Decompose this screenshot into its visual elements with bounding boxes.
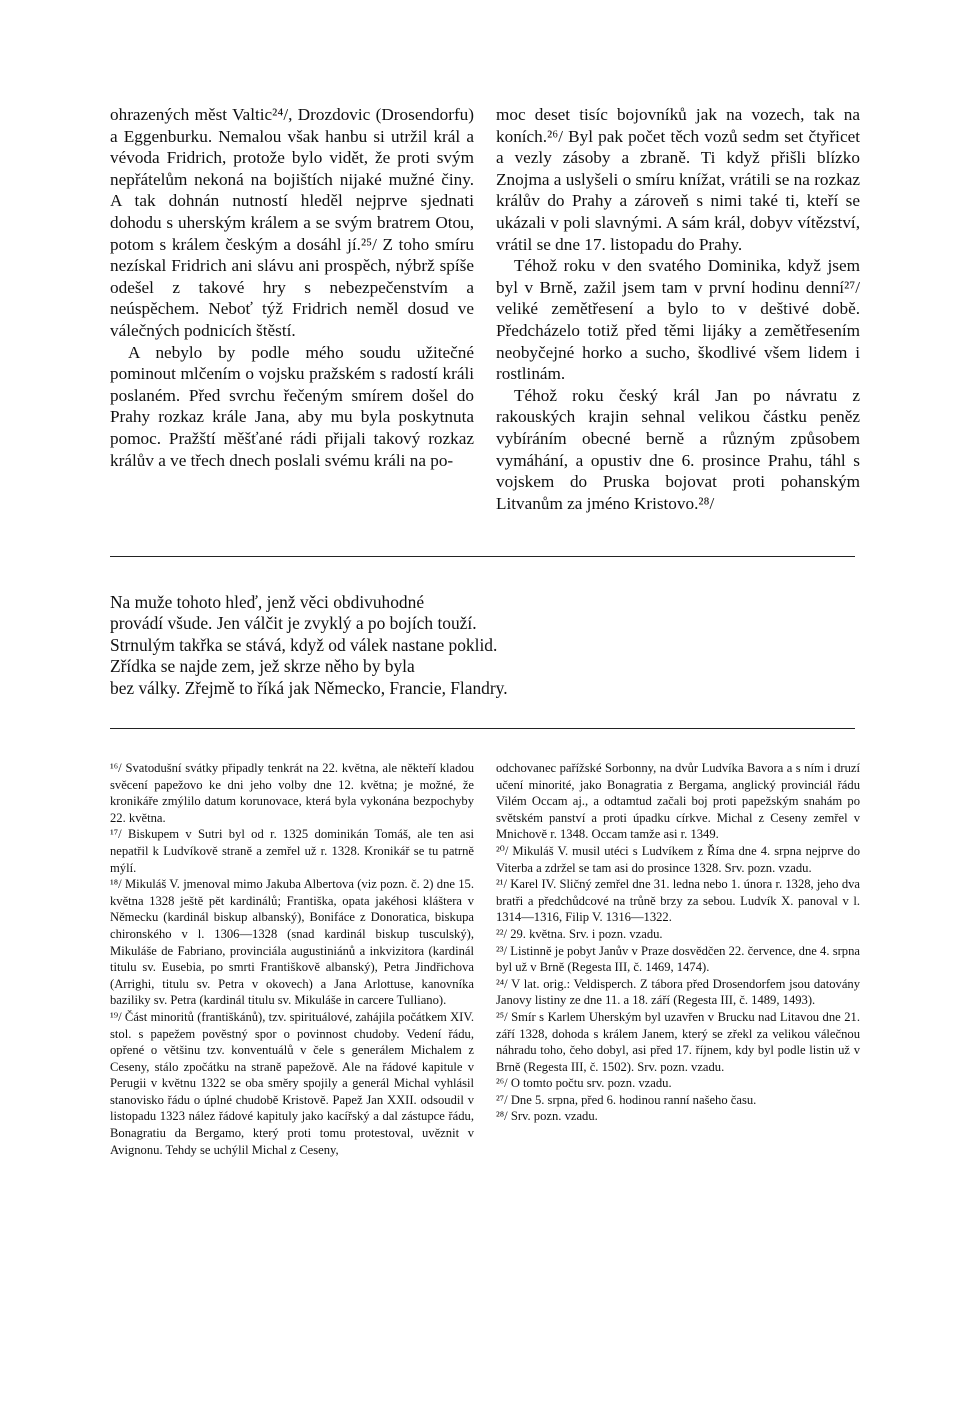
footnote: ²¹/ Karel IV. Sličný zemřel dne 31. ledna nebo 1. února r. 1328, jeho dva bratři a předchůdcové na trůně brzy za sebou. Ludvík X. panoval v l. 1314—1316, Filip V. 1316—1322. xyxy=(496,877,860,925)
verse-line: provádí všude. Jen válčit je zvyklý a po bojích touží. xyxy=(110,613,477,634)
footnote: ²⁰/ Mikuláš V. musil utéci s Ludvíkem z Říma dne 4. srpna nejprve do Viterba a zdržel se tam asi do prosince 1328. Srv. pozn. vzadu. xyxy=(496,843,860,875)
footnote: ¹⁸/ Mikuláš V. jmenoval mimo Jakuba Albertova (viz pozn. č. 2) dne 15. května 1328 ještě pět kardinálů; Františka, opata jakéhosi kláštera v Německu (kardinál biskup albanský), Bonifáce z Donoratica, biskupa chironského v l. 1306—1328 (snad kardinál biskup tusculský), Mikuláše de Fabriano, provinciála augustiniánů a inkvizitora (kardinál titulu sv. Eusebia, po smrti Františkově albanský), Petra Jindřichova (Arrighi, titulu sv. Petra v okovech) a Jana Arlottuse, kanovníka baziliky sv. Petra (kardinál titulu sv. Mikuláše in carcere Tulliano). xyxy=(110,877,474,1008)
footnotes-column-left xyxy=(110,760,474,1158)
paragraph: A nebylo by podle mého soudu užitečné pominout mlčením o vojsku pražském s radostí králi poslaném. Před svrchu řečeným smírem došel do Prahy rozkaz krále Jana, aby mu byla poskytnuta pomoc. Pražští měšťané rádi přijali takový rozkaz králův a ve třech dnech poslali svému králi na po- xyxy=(110,342,474,470)
footnote: ²³/ Listinně je pobyt Janův v Praze dosvědčen 22. července, dne 4. srpna byl už v Brně (Regesta III, č. 1469, 1474). xyxy=(496,943,860,975)
footnote: ²⁴/ V lat. orig.: Veldisperch. Z tábora před Drosendorfem jsou datovány Janovy listiny ze dne 11. a 18. září (Regesta III, č. 1489, 1493). xyxy=(496,976,860,1008)
footnote: ¹⁶/ Svatodušní svátky připadly tenkrát na 22. května, ale někteří kladou svěcení papežovo ke dni jeho volby dne 12. května; je možné, že kronikáře zmýlilo datum korunovace, která byla vykonána bezpochyby 22. května. xyxy=(110,761,474,825)
paragraph: moc deset tisíc bojovníků jak na vozech, tak na koních.²⁶/ Byl pak počet těch vozů sedm set čtyřicet a vezly zásoby a zbraně. Ti když přišli blízko Znojma a uslyšeli o smíru knížat, vrátili se na rozkaz králův do Prahy a zároveň s nimi také ti, kteří se ukázali v poli slavnými. A sám král, dobyv vítězství, vrátil se dne 17. listopadu do Prahy. xyxy=(496,105,860,254)
verse-line: Na muže tohoto hleď, jenž věci obdivuhodné xyxy=(110,592,425,612)
footnote: ²⁵/ Smír s Karlem Uherským byl uzavřen v Brucku nad Litavou dne 21. září 1328, dohoda s králem Janem, který se zřekl za velikou válečnou náhradu toho, čeho dobyl, asi před 17. říjnem, kdy byl podle listin už v Brně (Regesta III, č. 1502). Srv. pozn. vzadu. xyxy=(496,1009,860,1074)
paragraph: Téhož roku v den svatého Dominika, když jsem byl v Brně, zažil jsem tam v první hodinu denní²⁷/ veliké zemětřesení a bylo to v deštivé době. Předcházelo totiž před těmi lijáky a zemětřesením neobyčejné horko a sucho, škodlivé všem lidem i rostlinám. xyxy=(496,256,860,384)
verse-line: Zřídka se najde zem, jež skrze něho by byla xyxy=(110,656,415,677)
main-column-right xyxy=(496,104,860,514)
divider-rule xyxy=(110,728,855,729)
footnotes-column-right xyxy=(496,760,860,1158)
footnote: ¹⁷/ Biskupem v Sutri byl od r. 1325 dominikán Tomáš, ale ten asi nepatřil k Ludvíkově straně a zemřel už r. 1328. Kronikář se tu patrně mýlí. xyxy=(110,827,474,875)
main-column-left xyxy=(110,104,474,514)
divider-rule xyxy=(110,556,855,557)
verse-line: bez války. Zřejmě to říká jak Německo, Francie, Flandry. xyxy=(110,677,508,698)
paragraph: Téhož roku český král Jan po návratu z rakouských krajin sehnal velikou částku peněz vybíráním obecné berně a různým způsobem vymáhání, a opustiv dne 6. prosince Prahu, táhl s vojskem do Pruska bojovat proti pohanským Litvanům za jméno Kristovo.²⁸/ xyxy=(496,385,860,513)
footnote: ²⁷/ Dne 5. srpna, před 6. hodinou ranní našeho času. xyxy=(496,1092,757,1107)
verse-block xyxy=(110,592,810,699)
footnote: ²⁶/ O tomto počtu srv. pozn. vzadu. xyxy=(496,1076,672,1091)
main-text xyxy=(110,104,860,514)
verse-line: Strnulým takřka se stává, když od válek nastane poklid. xyxy=(110,634,498,655)
footnote: odchovanec pařížské Sorbonny, na dvůr Ludvíka Bavora a s ním i druzí učení minorité, jako Bonagratia z Bergama, anglický provinciál řádu Vilém Occam aj., a odtamtud začali boj proti papežským snahám po světském panství a proti úpadku církve. Michal z Ceseny zemřel v Mnichově r. 1348. Occam tamže asi r. 1349. xyxy=(496,761,860,842)
footnote: ²⁸/ Srv. pozn. vzadu. xyxy=(496,1109,598,1124)
paragraph: ohrazených měst Valtic²⁴/, Drozdovic (Drosendorfu) a Eggenburku. Nemalou však hanbu si utržil král a vévoda Fridrich, protože bylo vidět, že proti svým nepřátelům nekoná na bojištích nijaké mužné činy. A tak dohnán nutností hleděl nejprve sjednati dohodu s uherským králem a se svým bratrem Otou, potom s králem českým a dosáhl jí.²⁵/ Z toho smíru nezískal Fridrich ani slávu ani prospěch, nýbrž spíše odešel z takové hry s nebezpečenstvím a neúspěchem. Neboť týž Fridrich neměl dosud ve válečných podnicích štěstí. xyxy=(110,105,474,340)
footnote: ¹⁹/ Část minoritů (františkánů), tzv. spirituálové, zahájila počátkem XIV. stol. s papežem povĕstný spor o povinnost chudoby. Vedení řádu, opřené o většinu tzv. konventuálů v čele s generálem Michalem z Ceseny, stálo zpočátku na straně papežově. Ale na řádové kapitule v Perugii v květnu 1322 se oba směry spojily a generál Michal vyhlásil stanovisko řádu o úplné chudobě Kristově. Papež Jan XXII. odsoudil v listopadu 1323 nález řádové kapituly jako kacířský a dal zástupce řádu, Bonagratiu da Bergamo, který proti tomu protestoval, uvěznit v Avignonu. Tehdy se uchýlil Michal z Ceseny, xyxy=(110,1009,474,1157)
footnotes xyxy=(110,760,860,1158)
footnote: ²²/ 29. května. Srv. i pozn. vzadu. xyxy=(496,926,663,941)
